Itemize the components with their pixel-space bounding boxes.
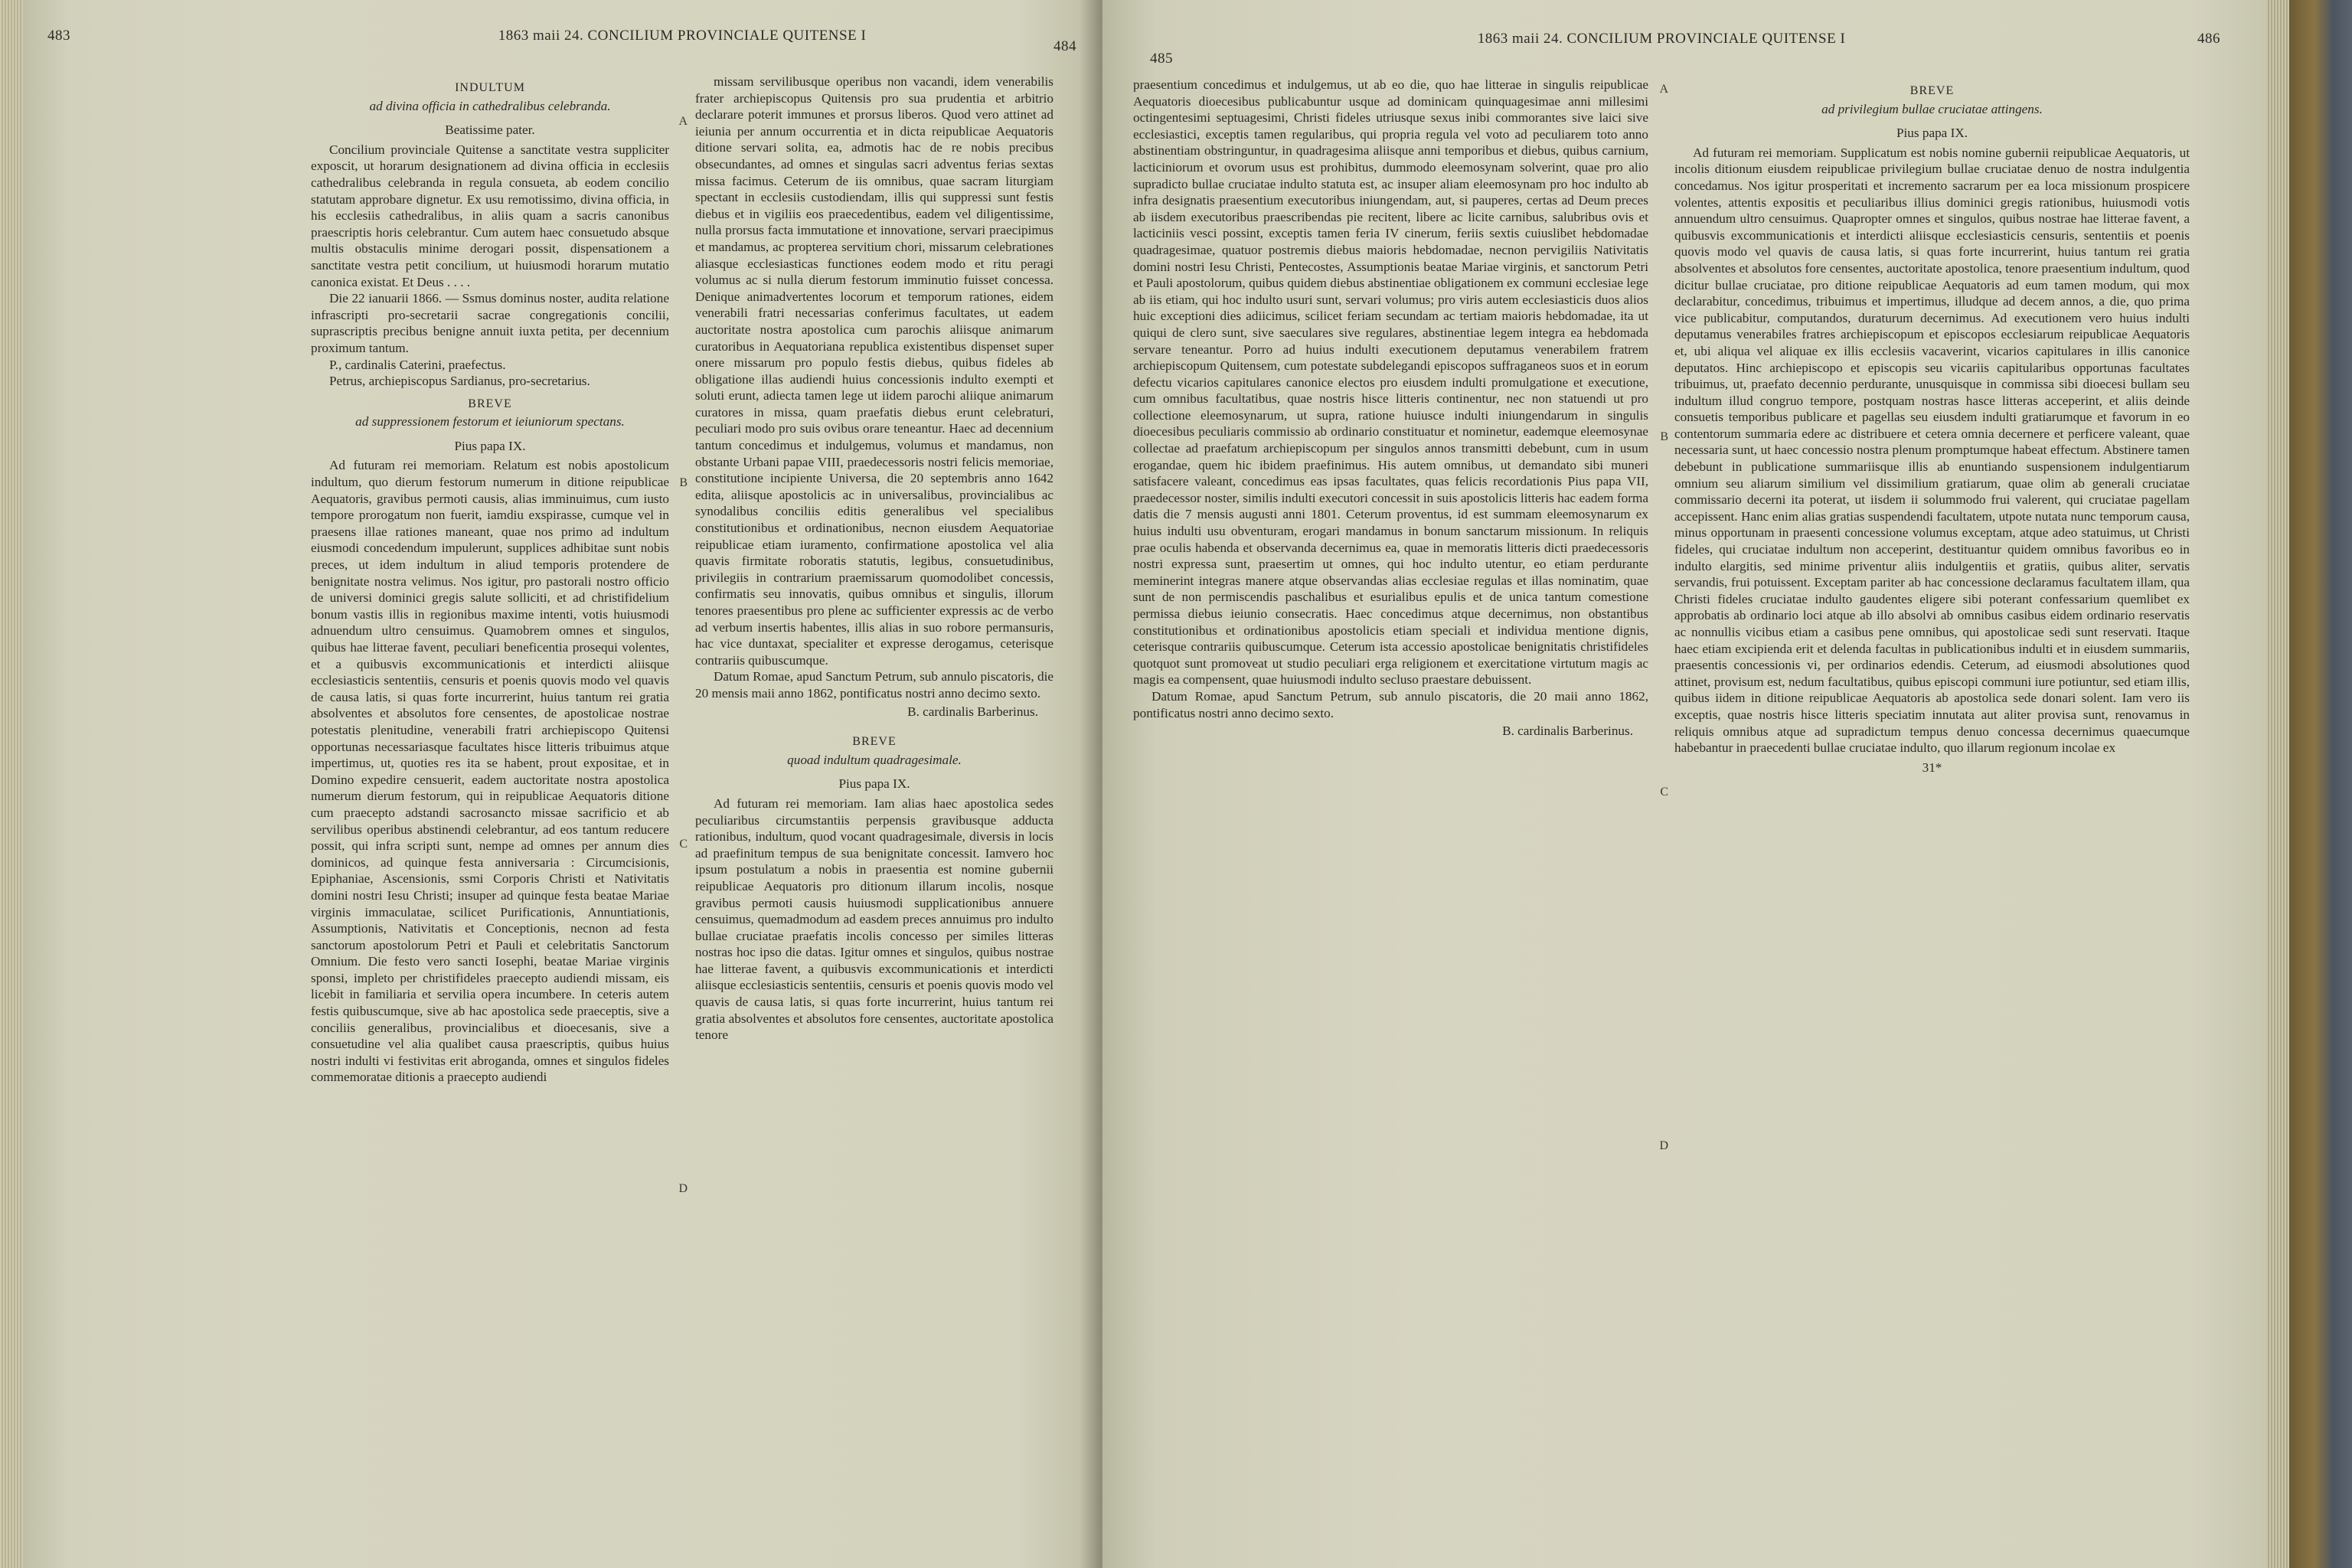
salutation: Pius papa IX. — [1896, 126, 1968, 141]
right-column-2 — [1674, 77, 2190, 779]
signature-line: Petrus, archiepiscopus Sardianus, pro-secretarius. — [329, 374, 590, 389]
section-head: BREVE — [852, 735, 897, 749]
book-cover-edge — [2289, 0, 2352, 1568]
left-column-2 — [695, 74, 1054, 1086]
paragraph: praesentium concedimus et indulgemus, ut ab eo die, quo hae litterae in singulis reipublicae Aequatoris dioecesibus publicabuntur usque ad dominicam quinquagesimae anni millesimi octingentesimi septuagesimi, Christi fideles utriusque sexus inibi commorantes sive laici sive ecclesiastici, exceptis tamen regularibus, qui propria regula vel voto ad peculiarem toto anno abstinentiam obstringuntur, in quadragesima aliisque anni temporibus et diebus, quibus carnium, lacticiniorum et ovorum usus est prohibitus, dummodo eleemosynam solverint, quae pro alio supradicto bullae cruciatae indulto statuta est, ac insuper aliam eleemosynam pro hoc indulto ab infra designatis praesentium executoribus iniungendam, aut, si pauperes, certas ad Deum preces ab iisdem executoribus praescribendas pie recitent, libere ac licite carnibus, salubribus ovis et lacticiniis vesci possint, exceptis tamen feria IV cinerum, feriis sextis cuiuslibet hebdomadae quadragesimae, quatuor postremis diebus maioris hebdomadae, necnon pervigiliis Nativitatis domini nostri Iesu Christi, Pentecostes, Assumptionis beatae Mariae virginis, et sanctorum Petri et Pauli apostolorum, quibus quidem diebus abstinentiae obligationem ex communi ecclesiae lege ab iis etiam, qui hoc indulto usuri sunt, servari volumus; pro viris autem ecclesiasticis duos alios huic exceptioni dies adiicimus, scilicet feriam secundam ac tertiam maioris hebdomadae, ita ut quiqui de clero sunt, sive saeculares sive regulares, abstinentiae legem integra ea hebdomada servare teneantur. Porro ad huius indulti executionem deputamus venerabilem fratrem archiepiscopum Quitensem, cum potestate subdelegandi episcopos suffraganeos suos et in eorum defectu vicarios capitulares canonice electos pro eiusdem indulti promulgatione et executione, cum omnibus facultatibus, quae nostris hisce litteris continentur, nec non statuendi ut pro collectione eleemosynarum, ut supra, ratione huiusce indulti iniungendarum in singulis dioecesibus peculiaris commissio ab ordinario constituatur et nominetur, eademque eleemosynae collectae ad praefatum archiepiscopum per singulos annos transmitti debebunt, cum in usum erogandae, quem hic ibidem praefinimus. His autem omnibus, ut demandato sibi muneri satisfacere valeant, concedimus eas ipsas facultates, quas felicis recordationis Pius papa VII, praedecessor noster, similis indulti executori concessit in suis apostolicis litteris hac eadem forma datis die 7 mensis augusti anni 1801. Ceterum proventus, id est summam eleemosynarum ex huius indulti usu obventuram, erogari mandamus in bonum sanctarum missionum. In reliquis prae oculis habenda et observanda decernimus ea, quae in memoratis litteris dicti praedecessoris nostri expressa sunt, praesertim ut omnes, qui hoc indulto utentur, eo etiam perdurante meminerint integras manere atque observandas alias ecclesiae regulas et illas nominatim, quae sunt de non permiscendis paschalibus et esurialibus epulis et de unica tantum comestione permissa diebus ieiunio consecratis. Haec concedimus atque decernimus, non obstantibus constitutionibus et ordinationibus apostolicis etiam speciali et individua mentione dignis, ceterisque contrariis quibuscumque. Ceterum ista accessio apostolicae benignitatis christifideles quotquot sunt promoveat ut studio peculiari erga religionem et exercitatione virtutum magis ac magis ea compensent, quae huiusmodi indulto secluso praestare debuissent. — [1133, 77, 1648, 688]
margin-letter: B — [1660, 430, 1668, 443]
signature-line: P., cardinalis Caterini, praefectus. — [329, 357, 506, 372]
running-title-left: 1863 maii 24. CONCILIUM PROVINCIALE QUITENSE I — [498, 28, 867, 44]
paragraph: Ad futuram rei memoriam. Supplicatum est nobis nomine gubernii reipublicae Aequatoris, ut incolis ditionum eiusdem reipublicae privilegium bullae cruciatae denuo de nostra indulgentia concedamus. Nos igitur prosperitati et incremento sacrarum per ea loca missionum prospicere volentes, attentis expositis et peculiaribus illius dominici gregis rationibus, huiusmodi votis annuendum ultro censuimus. Quapropter omnes et singulos, quibus nostrae hae litterae favent, a quibusvis excommunicationis et interdicti aliisque ecclesiasticis censuris, sententiis et poenis quovis modo vel quavis de causa latis, si quas forte incurrerint, huius tantum rei gratia absolventes et absolutos fore censentes, auctoritate apostolica, tenore praesentium indultum, quod dicitur bullae cruciatae, pro ditione reipublicae Aequatoris ad eum tamen modum, qui mox declarabitur, concedimus, tribuimus et impertimus, illudque ad decem annos, a die, quo prima vice publicabitur, computandos, duraturum decernimus. Ad executionem vero huius indulti deputamus venerabiles fratres archiepiscopum et episcopos ecclesiarum reipublicae Aequatoris et, ubi aliqua vel aliquae ex illis ecclesiis vacaverint, vicarios capitulares in illis canonice deputatos. Hinc archiepiscopo et episcopis seu vicariis capitularibus opportunas facultates tribuimus, ut, praefato decennio perdurante, unusquisque in commissa sibi dioecesi bullam seu indultum illud congruo tempore, postquam nostras hasce litteras acceperint, et aliis deinde consuetis temporibus publicare et pagellas seu eiusdem indulti gratiarumque et favorum in eo contentorum summaria edere ac distribuere et cetera omnia decernere et perficere valeant, quae necessaria sunt, ut haec concessio nostra plenum promptumque habeat effectum. Abstinere tamen debebunt in publicatione summariisque illis ab enuntiando suspensionem indulgentiarum omnium seu aliarum similium vel dissimilium gratiarum, quae olim ab generali cruciatae commissario decerni ita poterat, ut iisdem ii solummodo frui valerent, qui cruciatae pagellam accepissent. Hanc enim alias gratias suspendendi facultatem, utpote nutata nunc temporum causa, minus opportunam in praesenti concessione volumus exceptam, atque adeo statuimus, ut Christi fideles, qui cruciatae indultum non acceperint, destituantur quidem omnibus favoribus eo in indulto elargitis, sed minime priventur aliis indulgentiis et gratiis, quibus aliter, servatis servandis, frui potuissent. Exceptam pariter ab hac concessione declaramus facultatem illam, qua Christi fideles cruciatae indulto gaudentes eligere sibi poterant confessarium quemlibet ex approbatis ab ordinario loci atque ab illo absolvi ab omnibus casibus eidem ordinario reservatis ac nonnullis vicibus etiam a casibus pene omnibus, qui apostolicae sedi sunt reservati. Itaque haec etiam excipienda erit et delenda facultas in publicationibus indulti et in eiusdem summariis, praesentis concessionis vi, per ordinarios edendis. Ceterum, ad eiusmodi absolutiones quod attinet, provisum est, nedum facultatibus, quibus episcopi communi iure potiuntur, sed etiam illis, quibus iidem in ditione reipublicae Aequatoris ab apostolica sede donari solent. Iam vero iis exceptis, quae nostris hisce litteris speciatim innutata aut aliter provisa sunt, renovamus in reliquis omnibus atque ad supradictum tempus denuo concessa decernimus quaecumque habebantur in praecedenti bullae cruciatae indulto, quo illarum regionum incolae ex — [1674, 145, 2190, 756]
right-column-1 — [1133, 77, 1668, 1152]
paragraph: Concilium provinciale Quitense a sanctitate vestra suppliciter exposcit, ut horarum designationem ad divina officia in ecclesiis cathedralibus celebranda in regula consueta, ab eodem concilio statutam approbare dignetur. Ex usu remotissimo, divina officia, in his ecclesiis cathedralibus, in aliis quam a sacris canonibus praescriptis horis celebrantur. Cum autem haec consuetudo absque multis obstaculis minime derogari possit, dispensationem a sanctitate vestra petit concilium, ut huiusmodi horarum mutatio canonica existat. Et Deus . . . . — [311, 142, 669, 289]
page-edges-left — [0, 0, 23, 1568]
left-page-columns — [311, 74, 1054, 1195]
page-number-483: 483 — [47, 28, 70, 44]
page-number-486: 486 — [2197, 31, 2220, 47]
margin-letter: C — [1660, 786, 1668, 799]
margin-letter: D — [678, 1182, 688, 1195]
page-number-485: 485 — [1150, 51, 1173, 67]
margin-letter: A — [678, 115, 688, 128]
section-head: INDULTUM — [455, 81, 525, 94]
paragraph: missam servilibusque operibus non vacandi, idem venerabilis frater archiepiscopus Quitensis pro sua prudentia et arbitrio declarare poterit immunes et prorsus liberos. Quod vero attinet ad ieiunia per annum occurrentia et in dicta reipublicae Aequatoris ditione servari solita, ea, admotis hac de re nobis precibus obsecundantes, ad omnes et singulas sacri adventus ferias sextas missa facimus. Ceterum de iis omnibus, quae sacram liturgiam spectant in ecclesiis custodiendam, illis qui suppressi sunt festis diebus et in vigiliis eos praecedentibus, eadem vel diligentissime, nulla prorsus facta immutatione et innovatione, servari praecipimus et mandamus, ac propterea servitium chori, missarum celebrationes aliasque ecclesiasticas functiones eodem modo et ritu peragi volumus ac si nulla dierum festorum imminutio fuisset concessa. Denique animadvertentes locorum et temporum rationes, eidem venerabili fratri necessarias conferimus facultates, ut eadem auctoritate nostra apostolica cum parochis aliisque animarum curatoribus in Aequatoriana republica existentibus dispenset super onere missarum pro populo festis diebus, quibus fideles ab obligatione illas audiendi huius concessionis indulto exempti et soluti erunt, adiecta tamen lege ut iidem parochi aliique animarum curatores in missa, quam praefatis diebus erunt celebraturi, peculiari modo pro suis ovibus orare teneantur. Haec ad decennium tantum concedimus et indulgemus, volumus et mandamus, non obstante Urbani papae VIII, praedecessoris nostri felicis memoriae, constitutione incipiente Universa, die 20 septembris anno 1642 edita, aliisque apostolicis ac in universalibus, provincialibus ac synodalibus conciliis editis generalibus vel specialibus constitutionibus et ordinationibus, necnon eiusdem Aequatoriae reipublicae etiam iuramento, confirmatione apostolica vel alia quavis firmitate roboratis statutis, legibus, consuetudinibus, privilegiis in contrarium praemissarum quomodolibet concessis, confirmatis seu innovatis, quibus omnibus et singulis, illorum tenores praesentibus pro plene ac sufficienter expressis ac de verbo ad verbum insertis habentes, illis alias in suo robore permansuris, hac vice duntaxat, specialiter et expresse derogamus, ceterisque contrariis quibuscumque. — [695, 74, 1054, 668]
section-subtitle: ad divina officia in cathedralibus celebranda. — [369, 98, 611, 113]
salutation: Beatissime pater. — [445, 122, 535, 138]
left-column-1 — [311, 74, 688, 1195]
margin-letter: D — [1659, 1139, 1668, 1152]
running-title-right: 1863 maii 24. CONCILIUM PROVINCIALE QUITENSE I — [1477, 31, 1846, 47]
margin-letter: B — [679, 476, 688, 489]
section-subtitle: ad privilegium bullae cruciatae attingens. — [1821, 101, 2043, 116]
signature: B. cardinalis Barberinus. — [907, 704, 1038, 719]
section-head: BREVE — [468, 397, 512, 410]
date-line: Datum Romae, apud Sanctum Petrum, sub annulo piscatoris, die 20 mensis maii anno 1862, pontificatus nostri anno decimo sexto. — [695, 669, 1054, 701]
paragraph: Die 22 ianuarii 1866. — Ssmus dominus noster, audita relatione infrascripti pro-secretarii sacrae congregationis concilii, suprascriptis precibus benigne annuit iuxta petita, per decennium proximum tantum. — [311, 291, 669, 355]
salutation: Pius papa IX. — [454, 438, 526, 453]
paragraph: Ad futuram rei memoriam. Iam alias haec apostolica sedes peculiaribus circumstantiis perpensis gravibusque adducta rationibus, indultum, quod vocant quadragesimale, diversis in locis ad praefinitum tempus de sua benignitate concessit. Iamvero hoc ipsum postulatum a nobis in praesentia est nomine gubernii reipublicae Aequatoris pro ditionum illarum incolis, nosque gravibus permoti causis huiusmodi supplicationibus annuere censuimus, quemadmodum ad easdem preces annuimus pro indulto bullae cruciatae praefatis incolis concesso per similes litteras nostras hoc ipso die datas. Igitur omnes et singulos, quibus nostrae hae litterae favent, a quibusvis excommunicationis et interdicti aliisque ecclesiasticis sententiis, censuris et poenis quovis modo vel quavis de causa latis, si quas forte incurrerint, huius tantum rei gratia absolventes et absolutos fore censentes, auctoritate apostolica tenore — [695, 795, 1054, 1043]
margin-letter: A — [1659, 83, 1668, 96]
paragraph: Ad futuram rei memoriam. Relatum est nobis apostolicum indultum, quo dierum festorum numerum in ditione reipublicae Aequatoris, gravibus permoti causis, alias imminuimus, cum iusto tempore prorogatum non fuerit, iamdiu exspirasse, cumque vel in praesens illae rationes maneant, quae nos primo ad indultum eiusmodi concedendum impulerunt, supplices adhibitae sunt nobis preces, ut idem indultum in aliud temporis protendere de benignitate nostra velimus. Nos igitur, pro pastorali nostro officio de universi dominici gregis salute solliciti, et ad christifidelium bonum vastis illis in regionibus maxime intenti, votis huiusmodi adnuendum ultro censuimus. Quamobrem omnes et singulos, quibus hae litterae favent, peculiari beneficentia prosequi volentes, et a quibusvis excommunicationis et interdicti aliisque ecclesiasticis sententiis, censuris et poenis quovis modo vel quavis de causa latis, si quas forte incurrerint, huius tantum rei gratia absolventes et absolutos fore censentes, de apostolicae nostrae potestatis plenitudine, venerabili fratri archiepiscopo Quitensi opportunas necessariasque facultates hisce litteris tribuimus atque impertimus, ut, quoties res ita se habent, prout expositae, et in Domino expedire censuerit, eadem auctoritate nostra apostolica numerum dierum festorum, qui in reipublicae Aequatoris ditione cum praecepto adstandi sacrosancto missae sacrificio et ab servilibus operibus abstinendi celebrantur, ad eos tantum reducere possit, qui infra scripti sunt, nempe ad omnes per annum dies dominicos, ad quinque festa anniversaria : Circumcisionis, Epiphaniae, Ascensionis, ssmi Corporis Christi et Nativitatis domini nostri Iesu Christi; insuper ad quinque festa beatae Mariae virginis immaculatae, scilicet Purificationis, Annuntiationis, Assumptionis, Nativitatis et Conceptionis, necnon ad festa sanctorum apostolorum Petri et Pauli et celebritatis Sanctorum Omnium. Die festo vero sancti Iosephi, beatae Mariae virginis sponsi, impleto per christifideles praecepto audiendi missam, eis licebit in familiaria et servilia opera incumbere. In ceteris autem festis quibuscumque, sive ab hac apostolica sede praeceptis, sive a conciliis generalibus, provincialibus et dioecesanis, sive a consuetudine vel alia qualibet causa praescriptis, quibus huius nostri indulti vi festivitas erit abroganda, omnes et singulos fideles commemoratae ditionis a praecepto audiendi — [311, 458, 669, 1085]
right-page — [1102, 0, 2266, 1568]
signature-mark: 31* — [1922, 760, 1942, 775]
running-head-left — [47, 28, 1076, 58]
right-page-columns — [1133, 77, 2190, 1152]
left-page — [23, 0, 1102, 1568]
salutation: Pius papa IX. — [838, 776, 910, 792]
margin-letter: C — [679, 838, 688, 851]
page-edges-right — [2266, 0, 2289, 1568]
running-head-right — [1133, 31, 2220, 67]
section-head: BREVE — [1909, 84, 1955, 97]
section-subtitle: ad suppressionem festorum et ieiuniorum spectans. — [355, 414, 625, 430]
date-line: Datum Romae, apud Sanctum Petrum, sub annulo piscatoris, die 20 maii anno 1862, pontificatus nostri anno decimo sexto. — [1133, 688, 1648, 720]
page-number-484: 484 — [1054, 38, 1076, 54]
section-subtitle: quoad indultum quadragesimale. — [787, 752, 962, 767]
signature: B. cardinalis Barberinus. — [1502, 724, 1633, 739]
